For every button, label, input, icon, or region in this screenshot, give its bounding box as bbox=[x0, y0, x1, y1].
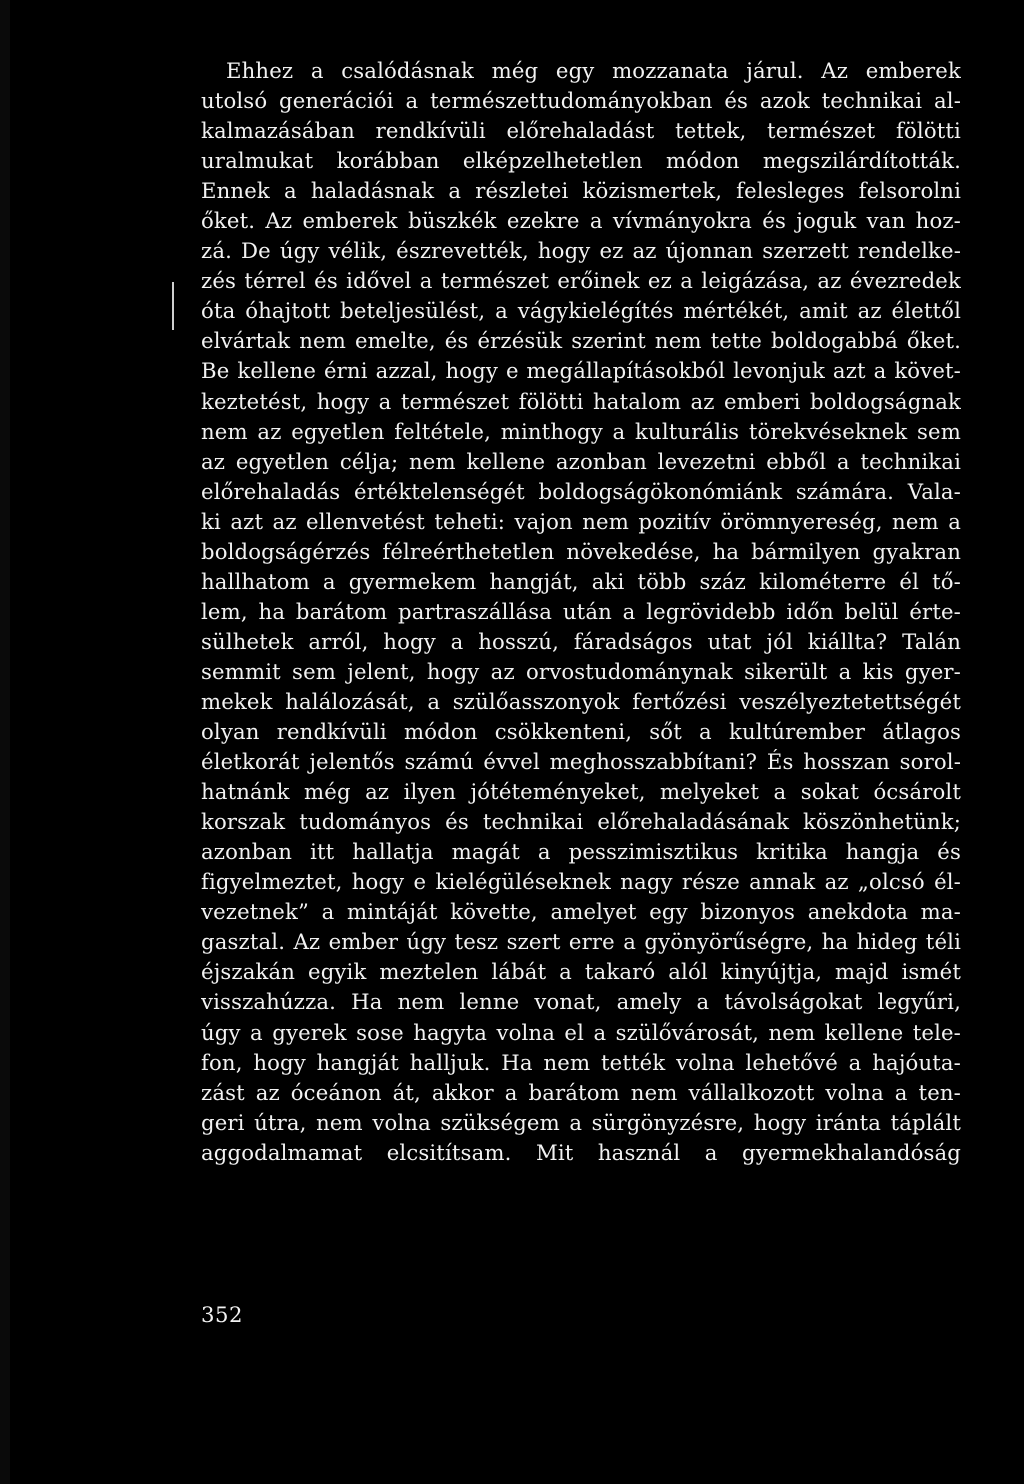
page-edge-shadow bbox=[0, 0, 10, 1484]
text-line: elvártak nem emelte, és érzésük szerint nem tette boldogabbá őket. bbox=[201, 328, 961, 354]
text-line: ki azt az ellenvetést teheti: vajon nem pozitív örömnyereség, nem a bbox=[201, 508, 961, 534]
page-number: 352 bbox=[201, 1302, 243, 1327]
text-line: úgy a gyerek sose hagyta volna el a szülővárosát, nem kellene tele- bbox=[201, 1019, 961, 1045]
text-line: mekek halálozását, a szülőasszonyok fertőzési veszélyeztetettségét bbox=[201, 688, 961, 714]
text-line: lem, ha barátom partraszállása után a legrövidebb időn belül érte- bbox=[201, 598, 961, 624]
text-line: zá. De úgy vélik, észrevették, hogy ez az újonnan szerzett rendelke- bbox=[201, 238, 961, 264]
text-line: óta óhajtott beteljesülést, a vágykielégítés mértékét, amit az élettől bbox=[201, 298, 961, 324]
text-line: vezetnek” a mintáját követte, amelyet egy bizonyos anekdota ma- bbox=[201, 899, 961, 925]
text-line: gasztal. Az ember úgy tesz szert erre a gyönyörűségre, ha hideg téli bbox=[201, 929, 961, 955]
text-line: hallhatom a gyermekem hangját, aki több száz kilométerre él tő- bbox=[201, 568, 961, 594]
text-line: utolsó generációi a természettudományokban és azok technikai al- bbox=[201, 88, 961, 114]
margin-mark bbox=[172, 282, 174, 330]
text-line: Ennek a haladásnak a részletei közismertek, felesleges felsorolni bbox=[201, 178, 961, 204]
text-line: Ehhez a csalódásnak még egy mozzanata járul. Az emberek bbox=[226, 58, 961, 83]
text-line: figyelmeztet, hogy e kielégüléseknek nagy része annak az „olcsó él- bbox=[201, 869, 961, 895]
text-line: semmit sem jelent, hogy az orvostudománynak sikerült a kis gyer- bbox=[201, 658, 961, 684]
text-line: életkorát jelentős számú évvel meghosszabbítani? És hosszan sorol- bbox=[201, 749, 961, 775]
text-line: uralmukat korábban elképzelhetetlen módon megszilárdították. bbox=[201, 148, 961, 174]
text-line: kalmazásában rendkívüli előrehaladást tettek, természet fölötti bbox=[201, 118, 961, 144]
text-line: hatnánk még az ilyen jótéteményeket, melyeket a sokat ócsárolt bbox=[201, 779, 961, 805]
text-line: boldogságérzés félreérthetetlen növekedése, ha bármilyen gyakran bbox=[201, 538, 961, 564]
text-line: őket. Az emberek büszkék ezekre a vívmányokra és joguk van hoz- bbox=[201, 208, 961, 234]
text-line: sülhetek arról, hogy a hosszú, fáradságos utat jól kiállta? Talán bbox=[201, 628, 961, 654]
text-line: olyan rendkívüli módon csökkenteni, sőt a kultúrember átlagos bbox=[201, 719, 961, 745]
text-line: aggodalmamat elcsitítsam. Mit használ a gyermekhalandóság bbox=[201, 1139, 961, 1165]
text-line: zást az óceánon át, akkor a barátom nem vállalkozott volna a ten- bbox=[201, 1079, 961, 1105]
text-line: keztetést, hogy a természet fölötti hatalom az emberi boldogságnak bbox=[201, 388, 961, 414]
text-line: zés térrel és idővel a természet erőinek ez a leigázása, az évezredek bbox=[201, 268, 961, 294]
text-line: azonban itt hallatja magát a pesszimisztikus kritika hangja és bbox=[201, 839, 961, 865]
text-line: Be kellene érni azzal, hogy e megállapításokból levonjuk azt a követ- bbox=[201, 358, 961, 384]
text-line: az egyetlen célja; nem kellene azonban levezetni ebből a technikai bbox=[201, 448, 961, 474]
text-line: előrehaladás értéktelenségét boldogságökonómiánk számára. Vala- bbox=[201, 478, 961, 504]
text-line: fon, hogy hangját halljuk. Ha nem tették volna lehetővé a hajóuta- bbox=[201, 1049, 961, 1075]
text-line: visszahúzza. Ha nem lenne vonat, amely a távolságokat legyűri, bbox=[201, 989, 961, 1015]
body-text bbox=[201, 56, 961, 1168]
text-line: nem az egyetlen feltétele, minthogy a kulturális törekvéseknek sem bbox=[201, 418, 961, 444]
text-line: éjszakán egyik meztelen lábát a takaró alól kinyújtja, majd ismét bbox=[201, 959, 961, 985]
text-line: korszak tudományos és technikai előrehaladásának köszönhetünk; bbox=[201, 809, 961, 835]
text-line: geri útra, nem volna szükségem a sürgönyzésre, hogy iránta táplált bbox=[201, 1109, 961, 1135]
